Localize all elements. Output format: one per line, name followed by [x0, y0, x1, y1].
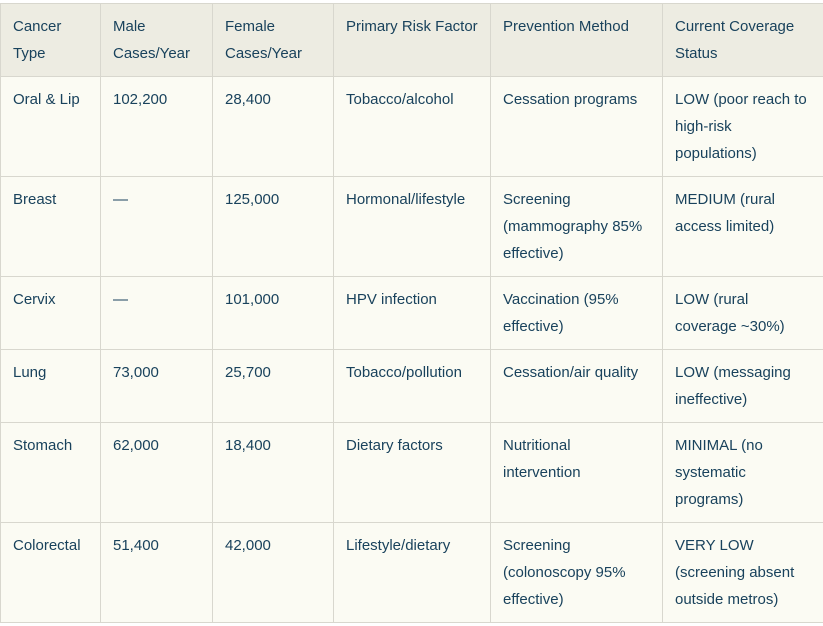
cell-risk-factor: Lifestyle/dietary [334, 523, 491, 623]
table-row-cervix [1, 277, 823, 350]
header-row [1, 4, 823, 77]
cell-risk-factor: HPV infection [334, 277, 491, 350]
cancer-statistics-table [0, 3, 823, 623]
cell-risk-factor: Tobacco/alcohol [334, 77, 491, 177]
table-row-oral-lip [1, 77, 823, 177]
cell-prevention-method: Screening (colonoscopy 95% effective) [491, 523, 663, 623]
cell-male-cases: 73,000 [101, 350, 213, 423]
cell-female-cases: 101,000 [213, 277, 334, 350]
table-row-lung [1, 350, 823, 423]
column-header-prevention-method: Prevention Method [491, 4, 663, 77]
cell-coverage-status: VERY LOW (screening absent outside metros) [663, 523, 823, 623]
cell-female-cases: 18,400 [213, 423, 334, 523]
cell-prevention-method: Cessation/air quality [491, 350, 663, 423]
cell-female-cases: 28,400 [213, 77, 334, 177]
cell-risk-factor: Dietary factors [334, 423, 491, 523]
cell-coverage-status: MINIMAL (no systematic programs) [663, 423, 823, 523]
cell-cancer-type: Cervix [1, 277, 101, 350]
cell-male-cases: 102,200 [101, 77, 213, 177]
cell-male-cases: 51,400 [101, 523, 213, 623]
cell-female-cases: 125,000 [213, 177, 334, 277]
table-row-colorectal [1, 523, 823, 623]
cell-coverage-status: LOW (messaging ineffective) [663, 350, 823, 423]
column-header-coverage-status: Current Coverage Status [663, 4, 823, 77]
table-body [1, 77, 823, 623]
column-header-primary-risk-factor: Primary Risk Factor [334, 4, 491, 77]
cell-female-cases: 25,700 [213, 350, 334, 423]
column-header-female-cases: Female Cases/Year [213, 4, 334, 77]
cell-cancer-type: Colorectal [1, 523, 101, 623]
cell-prevention-method: Nutritional intervention [491, 423, 663, 523]
cell-coverage-status: MEDIUM (rural access limited) [663, 177, 823, 277]
cell-male-cases: — [101, 177, 213, 277]
table-row-stomach [1, 423, 823, 523]
column-header-male-cases: Male Cases/Year [101, 4, 213, 77]
cell-cancer-type: Stomach [1, 423, 101, 523]
cell-male-cases: 62,000 [101, 423, 213, 523]
cell-cancer-type: Lung [1, 350, 101, 423]
cell-prevention-method: Cessation programs [491, 77, 663, 177]
cell-cancer-type: Breast [1, 177, 101, 277]
cell-female-cases: 42,000 [213, 523, 334, 623]
cell-coverage-status: LOW (poor reach to high-risk populations) [663, 77, 823, 177]
cell-male-cases: — [101, 277, 213, 350]
cell-coverage-status: LOW (rural coverage ~30%) [663, 277, 823, 350]
table-header [1, 4, 823, 77]
cell-cancer-type: Oral & Lip [1, 77, 101, 177]
cell-risk-factor: Hormonal/lifestyle [334, 177, 491, 277]
table-row-breast [1, 177, 823, 277]
cell-prevention-method: Vaccination (95% effective) [491, 277, 663, 350]
column-header-cancer-type: Cancer Type [1, 4, 101, 77]
cell-prevention-method: Screening (mammography 85% effective) [491, 177, 663, 277]
cell-risk-factor: Tobacco/pollution [334, 350, 491, 423]
